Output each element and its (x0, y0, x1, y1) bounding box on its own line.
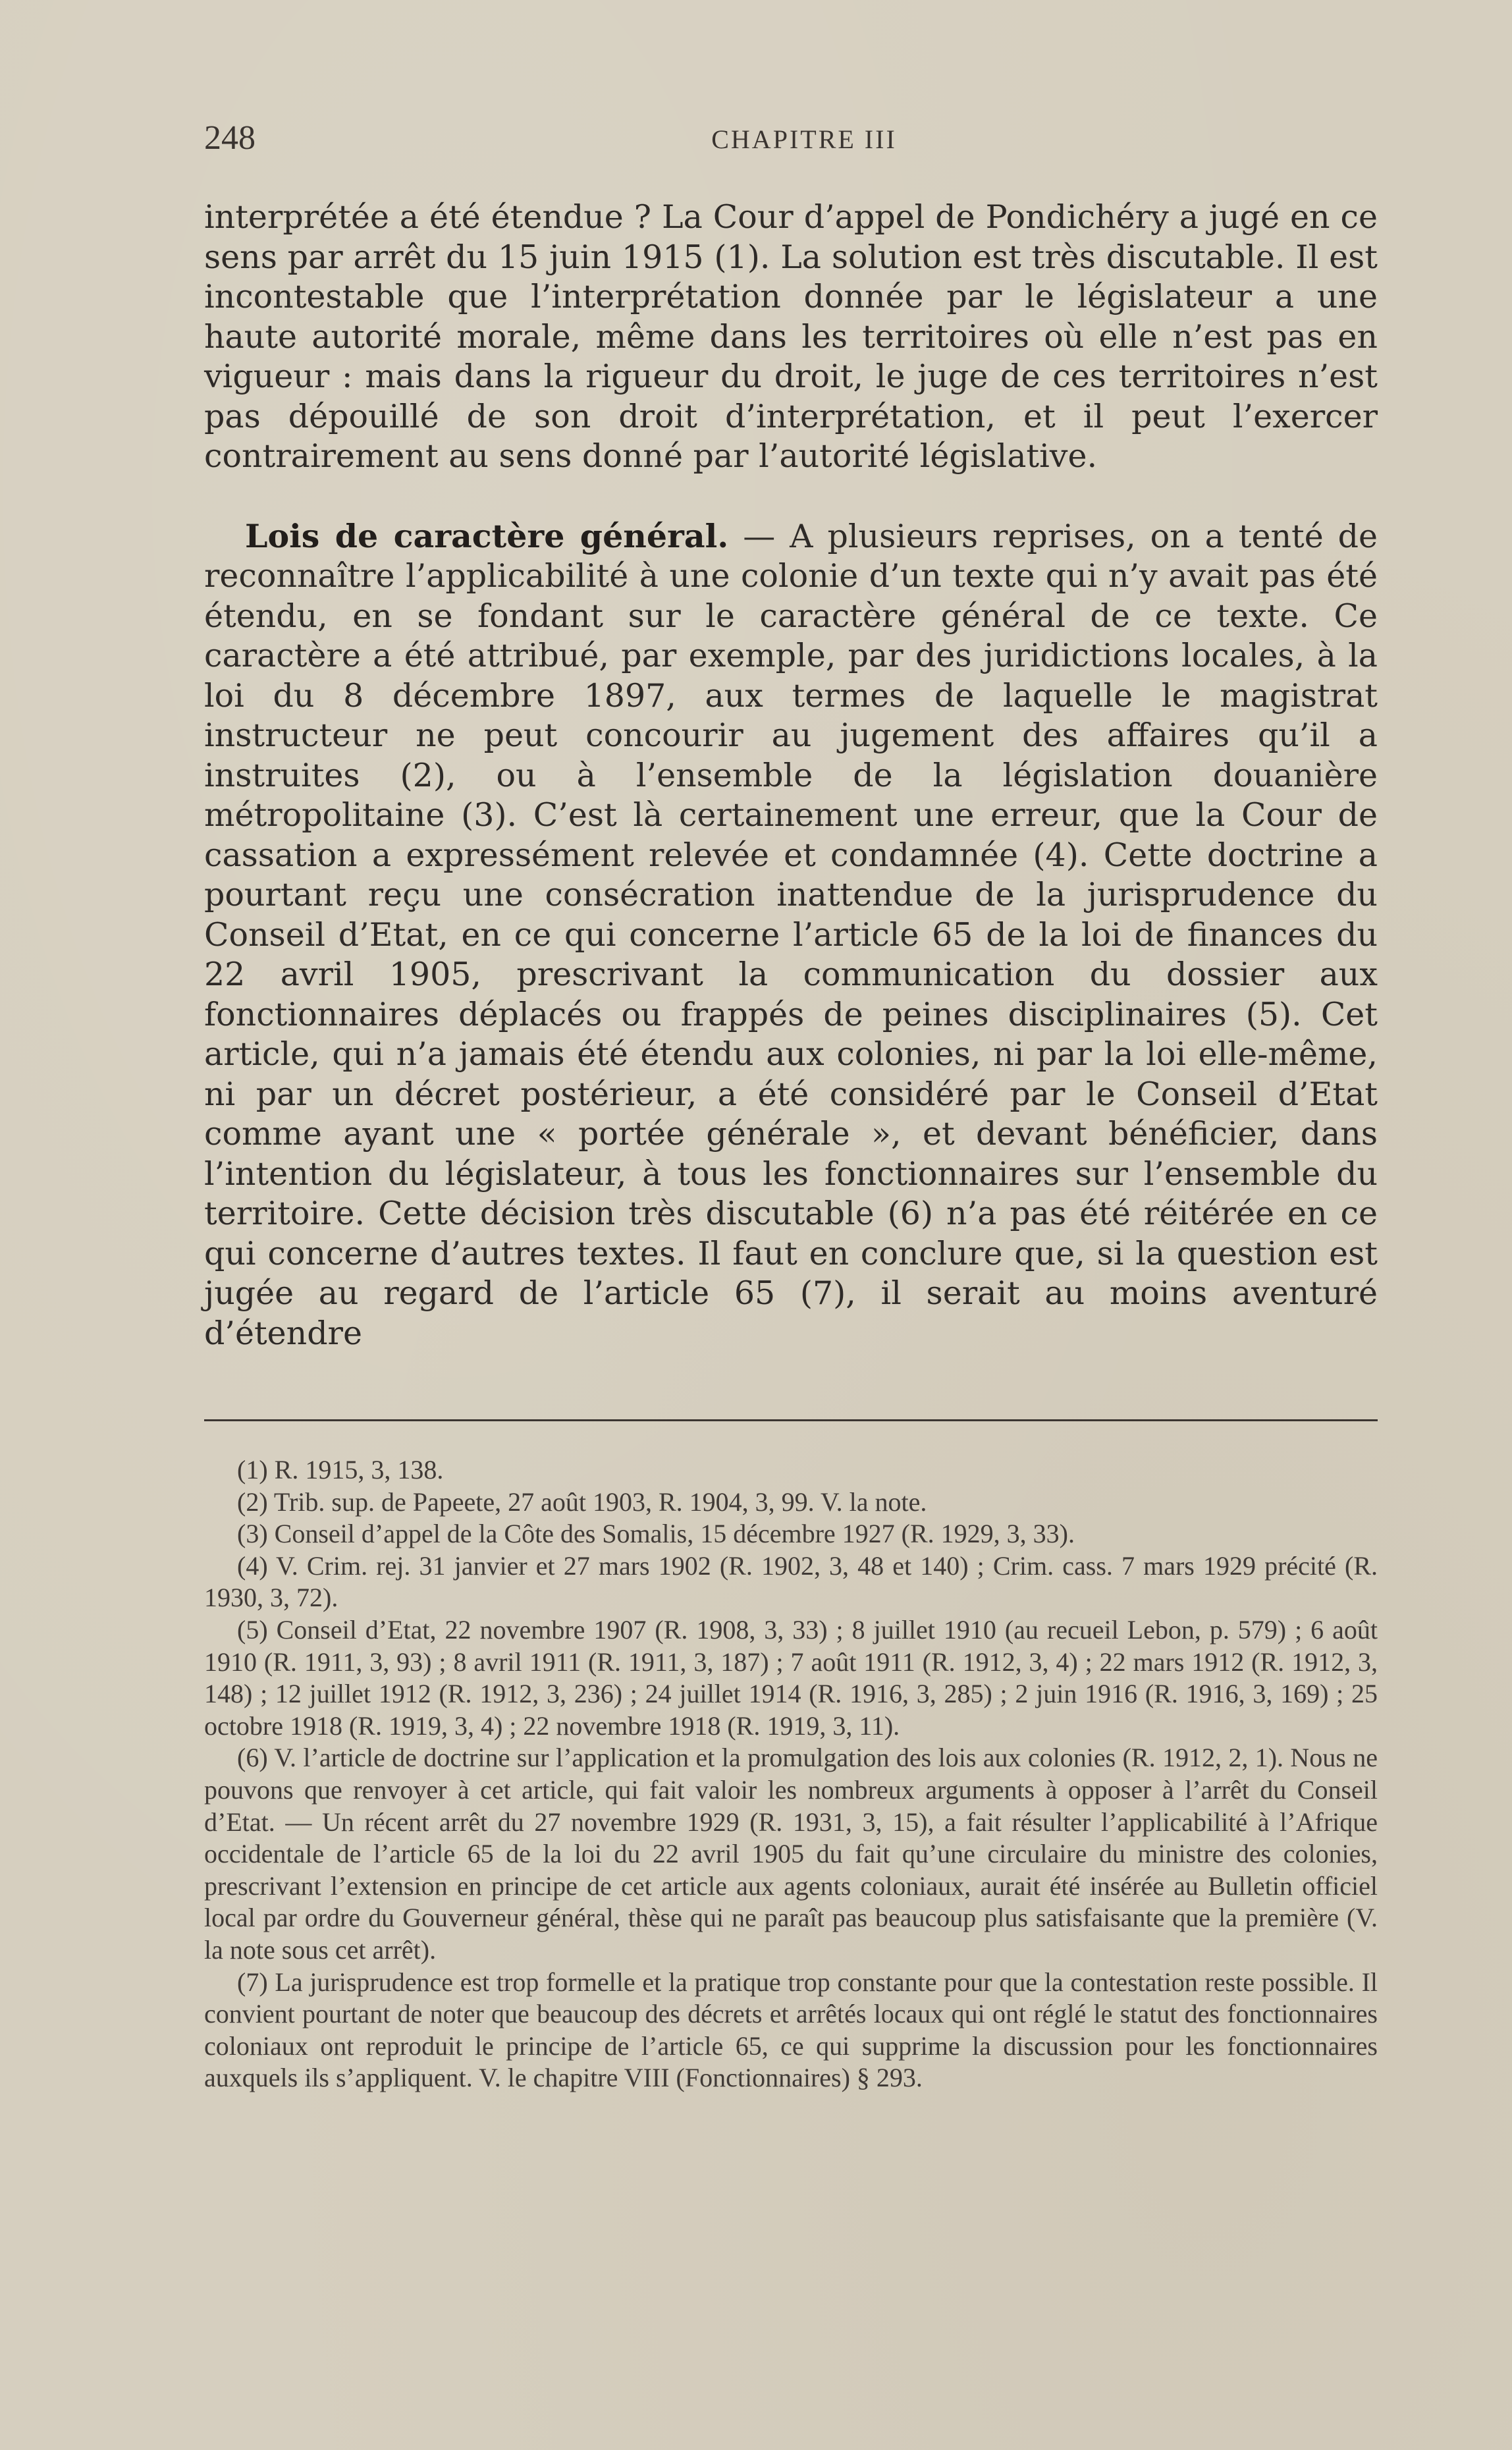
footnote-7: (7) La jurisprudence est trop formelle et la pratique trop constante pour que la contestation reste possible. Il convient pourtant de noter que beaucoup des décrets et arrêtés locaux qui ont réglé le statut des fonctionnaires coloniaux ont reproduit le principe de l’article 65, ce qui supprime la discussion pour les fonctionnaires auxquels ils s’appliquent. V. le chapitre VIII (Fonctionnaires) § 293. (204, 1967, 1378, 2093)
footnote-5: (5) Conseil d’Etat, 22 novembre 1907 (R. 1908, 3, 33) ; 8 juillet 1910 (au recueil Lebon, p. 579) ; 6 août 1910 (R. 1911, 3, 93) ; 8 avril 1911 (R. 1911, 3, 187) ; 7 août 1911 (R. 1912, 3, 4) ; 22 mars 1912 (R. 1912, 3, 148) ; 12 juillet 1912 (R. 1912, 3, 236) ; 24 juillet 1914 (R. 1916, 3, 285) ; 2 juin 1916 (R. 1916, 3, 169) ; 25 octobre 1918 (R. 1919, 3, 4) ; 22 novembre 1918 (R. 1919, 3, 11). (204, 1614, 1378, 1741)
footnote-4: (4) V. Crim. rej. 31 janvier et 27 mars 1902 (R. 1902, 3, 48 et 140) ; Crim. cass. 7 mars 1929 précité (R. 1930, 3, 72). (204, 1550, 1378, 1613)
footnote-3: (3) Conseil d’appel de la Côte des Somalis, 15 décembre 1927 (R. 1929, 3, 33). (237, 1519, 1075, 1549)
page-number: 248 (204, 119, 256, 157)
paragraph-2-text: — A plusieurs reprises, on a tenté de reconnaître l’applicabilité à une colonie d’un texte qui n’y avait pas été étendu, en se fondant sur le caractère général de ce texte. Ce caractère a été attribué, par exemple, par des juridictions locales, à la loi du 8 décembre 1897, aux termes de laquelle le magistrat instructeur ne peut concourir au jugement des affaires qu’il a instruites (2), ou à l’ensemble de la législation douanière métropolitaine (3). C’est là certainement une erreur, que la Cour de cassation a expressément relevée et condamnée (4). Cette doctrine a pourtant reçu une consécration inattendue de la jurisprudence du Conseil d’Etat, en ce qui concerne l’article 65 de la loi de finances du 22 avril 1905, prescrivant la communication du dossier aux fonctionnaires déplacés ou frappés de peines disciplinaires (5). Cet article, qui n’a jamais été étendu aux colonies, ni par la loi elle-même, ni par un décret postérieur, a été considéré par le Conseil d’Etat comme ayant une « portée générale », et devant bénéficier, dans l’intention du législateur, à tous les fonctionnaires sur l’ensemble du territoire. Cette décision très discutable (6) n’a pas été réitérée en ce qui concerne d’autres textes. Il faut en conclure que, si la question est jugée au regard de l’article 65 (7), il serait au moins aventuré d’étendre (204, 517, 1378, 1352)
paragraph-1-text: interprétée a été étendue ? La Cour d’appel de Pondichéry a jugé en ce sens par arrêt du 15 juin 1915 (1). La solution est très discutable. Il est incontestable que l’interprétation donnée par le législateur a une haute autorité morale, même dans les territoires où elle n’est pas en vigueur : mais dans la rigueur du droit, le juge de ces territoires n’est pas dépouillé de son droit d’interprétation, et il peut l’exercer contrairement au sens donné par l’autorité législative. (204, 198, 1378, 475)
footnote-1: (1) R. 1915, 3, 138. (237, 1455, 444, 1484)
main-text (204, 198, 1378, 1353)
footnotes (204, 1454, 1378, 2094)
footnote-2: (2) Trib. sup. de Papeete, 27 août 1903, R. 1904, 3, 99. V. la note. (237, 1486, 927, 1517)
running-head (204, 119, 1378, 165)
section-heading: Lois de caractère général. (245, 516, 729, 555)
paragraph-lois-generales (204, 516, 1378, 1354)
footnote-6: (6) V. l’article de doctrine sur l’application et la promulgation des lois aux colonies (R. 1912, 2, 1). Nous ne pouvons que renvoyer à cet article, qui fait valoir les nombreux arguments à opposer à l’arrêt du Conseil d’Etat. — Un récent arrêt du 27 novembre 1929 (R. 1931, 3, 15), a fait résulter l’applicabilité à l’Afrique occidentale de l’article 65 de la loi du 22 avril 1905 du fait qu’une circulaire du ministre des colonies, prescrivant l’extension en principe de cet article aux agents coloniaux, aurait été insérée au Bulletin officiel local par ordre du Gouverneur général, thèse qui ne paraît pas beaucoup plus satisfaisante que la première (V. la note sous cet arrêt). (204, 1743, 1378, 1965)
paragraph-interpretation (204, 198, 1378, 477)
chapter-title: CHAPITRE III (711, 124, 897, 154)
footnote-separator (204, 1419, 1378, 1421)
